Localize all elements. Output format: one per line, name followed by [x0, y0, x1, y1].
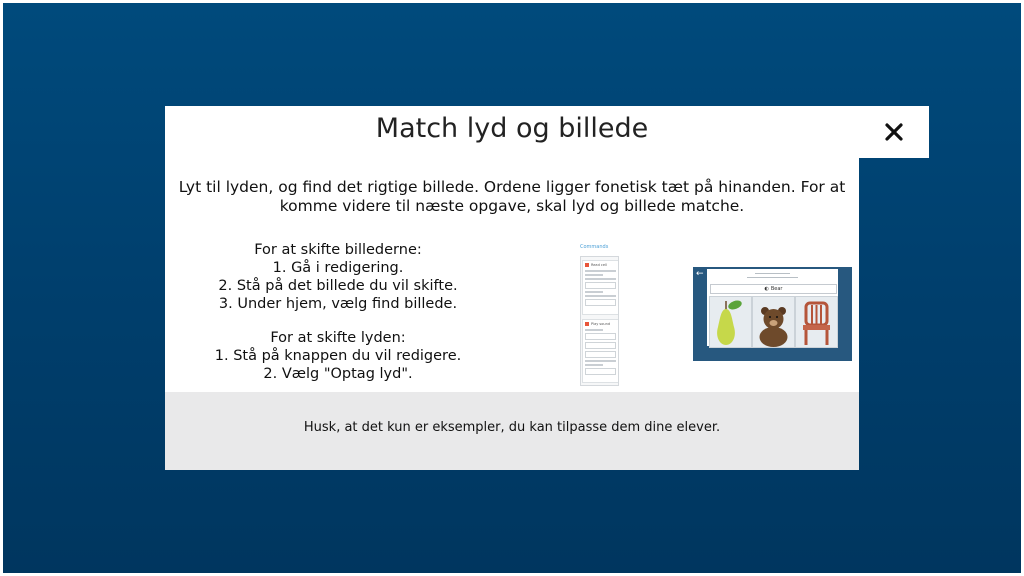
pear-picture — [709, 296, 752, 348]
command-block-title: Read cell — [591, 262, 607, 267]
sound-instructions — [198, 329, 478, 383]
preview-content — [707, 269, 838, 346]
sound-instruction-step: 2. Vælg "Optag lyd". — [263, 366, 413, 382]
close-button[interactable] — [880, 116, 908, 148]
close-icon — [885, 123, 903, 141]
image-instruction-step: 2. Stå på det billede du vil skifte. — [218, 278, 458, 294]
chair-picture — [795, 296, 838, 348]
preview-word-button: ◐ Bear — [710, 284, 837, 294]
command-block-read-cell — [582, 260, 619, 315]
sound-instruction-step: 1. Stå på knappen du vil redigere. — [214, 348, 462, 364]
image-instructions-heading: For at skifte billederne: — [254, 242, 422, 258]
dialog-title: Match lyd og billede — [375, 113, 649, 144]
description-line: Lyt til lyden, og find det rigtige billede. Ordene ligger fonetisk tæt på hinanden. For at — [178, 178, 846, 196]
preview-word: Bear — [770, 286, 783, 292]
pear-icon — [710, 297, 751, 347]
image-instructions — [198, 241, 478, 313]
sound-instructions-heading: For at skifte lyden: — [270, 330, 406, 346]
command-block-title: Play sound — [591, 321, 611, 326]
footer-note: Husk, at det kun er eksempler, du kan tilpasse dem dine elever. — [303, 420, 721, 435]
image-instruction-step: 3. Under hjem, vælg find billede. — [218, 296, 458, 312]
info-dialog — [165, 106, 859, 470]
bear-picture — [752, 296, 795, 348]
app-preview-thumbnail — [693, 267, 852, 361]
commands-thumbnail-title: Commands — [580, 244, 609, 250]
image-instruction-step: 1. Gå i redigering. — [272, 260, 404, 276]
bear-icon — [753, 297, 794, 347]
command-block-play-sound — [582, 319, 619, 383]
dialog-footer — [165, 392, 859, 470]
description-line: komme videre til næste opgave, skal lyd og billede matche. — [279, 197, 745, 215]
back-arrow-icon: ← — [696, 269, 704, 279]
commands-thumbnail — [580, 256, 619, 386]
dialog-description — [165, 178, 859, 216]
chair-icon — [796, 297, 837, 347]
